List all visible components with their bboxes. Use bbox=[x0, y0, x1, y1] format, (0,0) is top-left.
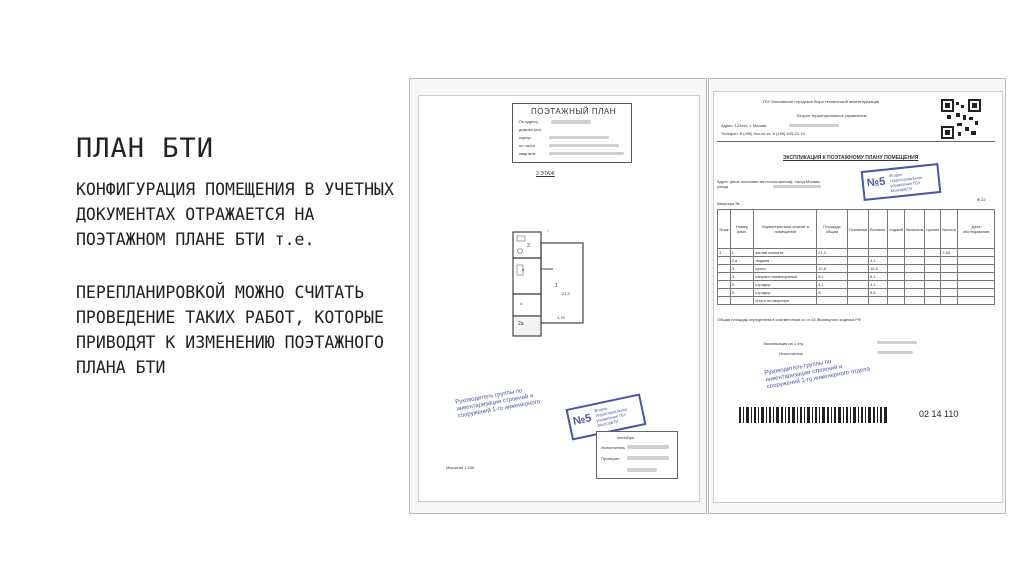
table-row: 4 санузел совмещенный 5,1 5,1 bbox=[718, 273, 995, 281]
form-code: Ф.22 bbox=[977, 197, 986, 202]
header-row: По адресу bbox=[519, 119, 539, 124]
col-balcony: балконов bbox=[905, 210, 925, 249]
room-area-label: 1,70 bbox=[557, 315, 565, 320]
stamp-caption: Второе территориальное управление ГБУ МосгорБТИ bbox=[593, 405, 628, 428]
date-label: сентября bbox=[617, 435, 635, 440]
floor-label: 3 ЭТАЖ bbox=[536, 171, 555, 177]
room-area-label: 21,3 bbox=[562, 291, 570, 296]
stamp-caption: Второе территориальное управление ГБУ МосгорБТИ bbox=[889, 171, 923, 194]
table-row: 5 коридор 8 9,6 bbox=[718, 289, 995, 297]
col-loggia: лоджий bbox=[888, 210, 905, 249]
col-main-area: Основная bbox=[847, 210, 868, 249]
org-name: ГБУ Московское городское бюро технической инвентаризации bbox=[763, 99, 880, 104]
definition-paragraph: ПЕРЕПЛАНИРОВКОЙ МОЖНО СЧИТАТЬ ПРОВЕДЕНИЕ ТАКИХ РАБОТ, КОТОРЫЕ ПРИВОДЯТ К ИЗМЕНЕНИЮ ПОЭТАЖНОГО ПЛАНА БТИ bbox=[76, 283, 384, 377]
col-aux-area: Вспомог. bbox=[868, 210, 887, 249]
explication-title: ЭКСПЛИКАЦИЯ К ПОЭТАЖНОМУ ПЛАНУ ПОМЕЩЕНИЯ bbox=[783, 155, 919, 161]
col-room-number: Номер комн. bbox=[730, 210, 754, 249]
floor-plan-header-box bbox=[512, 103, 632, 163]
header-row: по части bbox=[519, 143, 535, 148]
barcode-digits: 02 14 110 bbox=[919, 409, 959, 419]
col-characteristics: Характеристики комнат и помещений bbox=[754, 210, 817, 249]
address-label: Адрес (иное описание местоположения): город Москва, улица bbox=[717, 179, 821, 189]
signature-row: Исполнитель bbox=[601, 445, 626, 450]
col-other: прочих bbox=[925, 210, 941, 249]
floor-plan-title: ПОЭТАЖНЫЙ ПЛАН bbox=[531, 107, 617, 116]
stamp-number: №5 bbox=[866, 175, 886, 190]
slide-title: ПЛАН БТИ bbox=[76, 133, 215, 164]
subunit-name: Второе территориальное управление bbox=[797, 113, 867, 118]
barcode bbox=[739, 407, 889, 423]
sign-row: Исполнитель bbox=[779, 351, 804, 356]
table-row: 3 1 жилая комната 21,3 2,65 bbox=[718, 249, 995, 257]
header-row: домовл (вл) bbox=[519, 127, 542, 132]
table-row: 5 коридор 4,1 4,1 bbox=[718, 281, 995, 289]
header-row: корпус bbox=[519, 135, 532, 140]
intro-paragraph: КОНФИГУРАЦИЯ ПОМЕЩЕНИЯ В УЧЕТНЫХ ДОКУМЕНТАХ ОТРАЖАЕТСЯ НА ПОЭТАЖНОМ ПЛАНЕ БТИ т.е. bbox=[76, 180, 394, 249]
supervisor-stamp-right: Руководитель группы по инвентаризации строений и сооружений 1-го инженерного отдела bbox=[764, 358, 871, 391]
explication-table bbox=[717, 209, 995, 305]
apartment-label: Квартира № .. bbox=[717, 201, 744, 206]
col-floor: Этаж bbox=[718, 210, 731, 249]
col-height: Высота bbox=[941, 210, 958, 249]
phone-line: Телефон: 8 (495) 6xx-xx-xx, 8 (495) 625-22-19 bbox=[721, 131, 805, 136]
room-label: 4 bbox=[520, 301, 523, 306]
room-label: 2а bbox=[518, 321, 524, 327]
table-row: 2,а лоджия 4,1 bbox=[718, 257, 995, 265]
sign-row: Экспликация на 1 стр. bbox=[763, 341, 805, 346]
room-label: 5 bbox=[522, 267, 525, 272]
address-line: Адрес: 123xxx, г. Москва bbox=[721, 123, 767, 128]
qr-code bbox=[941, 99, 981, 139]
footer-note: Общая площадь определена в соответствии со ст.15 Жилищного кодекса РФ bbox=[717, 317, 861, 322]
col-total-area: Площадь общая bbox=[817, 210, 847, 249]
signature-row: Проверил bbox=[601, 456, 620, 461]
scale-label: Масштаб 1:200 bbox=[446, 465, 475, 470]
stamp-number: №5 bbox=[572, 412, 593, 428]
table-row: 3 кухня 10,8 10,8 bbox=[718, 265, 995, 273]
signature-box bbox=[596, 431, 678, 479]
col-survey-date: Дата обследования bbox=[958, 210, 995, 249]
room-label: 3 bbox=[527, 243, 530, 249]
totals-row: Итого по квартире bbox=[718, 297, 995, 305]
supervisor-stamp: Руководитель группы по инвентаризации строений и сооружений 1-го инженерного bbox=[454, 388, 541, 420]
header-row: квартале bbox=[519, 151, 536, 156]
explication-scan bbox=[708, 78, 1006, 514]
floor-plan-scan bbox=[409, 78, 707, 514]
room-label: 1 bbox=[555, 283, 558, 289]
